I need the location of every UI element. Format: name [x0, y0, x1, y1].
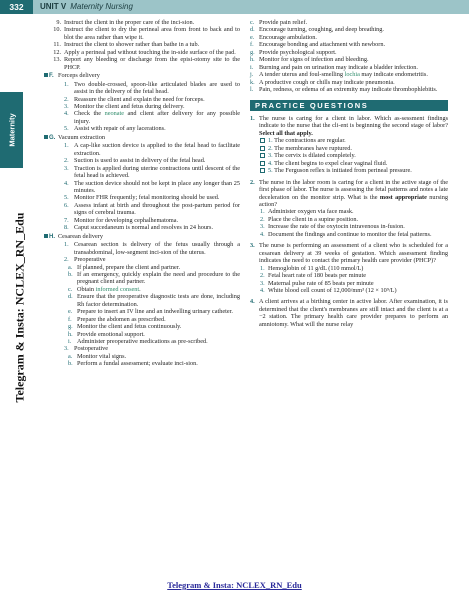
- sub-item: j. A tender uterus and foul-smelling lochia may indicate endometritis.: [250, 71, 428, 79]
- sub-item: a. If planned, prepare the client and partner.: [68, 263, 181, 271]
- list-item: 2. Suction is used to assist in delivery of the fetal head.: [64, 157, 206, 165]
- answer-option[interactable]: 1. Hemoglobin of 11 g/dL (110 mmol/L): [260, 264, 364, 272]
- answer-option[interactable]: 4. White blood cell count of 12,000/mm³ (12 × 10⁹/L): [260, 286, 397, 294]
- sub-item: d. Ensure that the preoperative diagnostic tests are done, including Rh factor determination.: [68, 293, 240, 308]
- list-item: 12. Apply a perineal pad without touching the in-side surface of the pad.: [53, 48, 236, 56]
- list-item: 13. Report any bleeding or discharge from the episi-otomy site to the PHCP.: [53, 56, 240, 71]
- sub-item: l. Pain, redness, or edema of an extremity may indicate thrombophlebitis.: [250, 86, 438, 94]
- checkbox-icon[interactable]: [260, 168, 265, 173]
- list-item: 7. Monitor for developing cephalhematoma.: [64, 216, 179, 224]
- checkbox-icon[interactable]: [260, 161, 265, 166]
- section-heading-vacuum: G. Vacuum extraction: [44, 134, 240, 142]
- answer-option[interactable]: 3. Increase the rate of the oxytocin intravenous in-fusion.: [260, 223, 405, 231]
- sub-item: d. Encourage turning, coughing, and deep breathing.: [250, 26, 384, 34]
- side-watermark: Telegram & Insta: NCLEX_RN_Edu: [12, 212, 27, 403]
- practice-questions-heading: PRACTICE QUESTIONS: [250, 100, 448, 111]
- left-column: [44, 19, 240, 368]
- list-item: 3. Monitor the client and fetus during delivery.: [64, 102, 185, 110]
- square-bullet-icon: [44, 73, 48, 77]
- unit-label: UNIT V: [40, 2, 67, 11]
- sub-item: h. Provide emotional support.: [68, 330, 145, 338]
- list-item: 1. Cesarean section is delivery of the fetus usually through a transabdominal, low-segment inci-sion of the uterus.: [64, 241, 240, 256]
- list-item: 3. Postoperative: [64, 345, 109, 353]
- key-term: lochia: [344, 71, 360, 79]
- list-item: 2. Preoperative: [64, 256, 106, 264]
- sub-item: f. Encourage bonding and attachment with newborn.: [250, 41, 386, 49]
- running-header: [40, 0, 133, 14]
- answer-option[interactable]: 5. The Ferguson reflex is initiated from perineal pressure.: [250, 167, 448, 174]
- sub-item: c. Obtain informed consent.: [68, 285, 141, 293]
- key-term: neonate: [104, 110, 124, 118]
- list-item: 2. Reassure the client and explain the need for forceps.: [64, 95, 205, 103]
- sub-item: a. Monitor vital signs.: [68, 352, 127, 360]
- answer-option[interactable]: 2. Fetal heart rate of 180 beats per minute: [260, 272, 367, 280]
- page-number: 332: [0, 0, 33, 14]
- answer-option[interactable]: 3. The cervix is dilated completely.: [250, 152, 448, 159]
- right-column: [250, 19, 448, 328]
- answer-option[interactable]: 3. Maternal pulse rate of 85 beats per minute: [260, 279, 374, 287]
- sub-item: b. If an emergency, quickly explain the need and procedure to the pregnant client and partner.: [68, 270, 240, 286]
- answer-option[interactable]: 4. The client begins to expel clear vaginal fluid.: [250, 160, 448, 167]
- list-item: 1. Two double-crossed, spoon-like articulated blades are used to assist in the delivery of the fetal head.: [64, 80, 240, 96]
- list-item: 4. The suction device should not be kept in place any longer than 25 minutes.: [64, 179, 240, 194]
- key-term: informed consent: [95, 285, 140, 293]
- answer-option[interactable]: 2. Place the client in a supine position.: [260, 215, 359, 223]
- list-item: 6. Assess infant at birth and throughout the post-partum period for signs of cerebral trauma.: [64, 201, 240, 217]
- sub-item: k. A productive cough or chills may indicate pneumonia.: [250, 78, 395, 86]
- sub-item: c. Provide pain relief.: [250, 19, 308, 26]
- sub-item: f. Prepare the abdomen as prescribed.: [68, 315, 166, 323]
- list-item: 8. Caput succedaneum is normal and resolves in 24 hours.: [64, 224, 214, 232]
- sub-item: i. Administer preoperative medications as pre-scribed.: [68, 338, 208, 346]
- sub-item: b. Perform a fundal assessment; evaluate inci-sion.: [68, 360, 198, 368]
- checkbox-icon[interactable]: [260, 146, 265, 151]
- question-instruction: Select all that apply.: [259, 129, 313, 137]
- list-item: 3. Traction is applied during uterine contractions until descent of the fetal head is achieved.: [64, 164, 240, 180]
- list-item: 5. Monitor FHR frequently; fetal monitoring should be used.: [64, 194, 220, 202]
- sub-item: i. Burning and pain on urination may indicate a bladder infection.: [250, 63, 418, 71]
- sub-item: h. Monitor for signs of infection and bleeding.: [250, 56, 369, 64]
- list-item: 9. Instruct the client in the proper care of the inci-sion.: [56, 19, 195, 26]
- sub-item: g. Provide psychological support.: [250, 48, 337, 56]
- question-emphasis: most appropriate: [379, 193, 427, 201]
- side-tab-label: Maternity: [7, 113, 16, 147]
- section-heading-forceps: F. Forceps delivery: [44, 72, 240, 80]
- list-item: 11. Instruct the client to shower rather than bathe in a tub.: [53, 41, 200, 49]
- question-3: 3. The nurse is performing an assessment of a client who is scheduled for a cesarean delivery at 39 weeks of gestation. Which assessment finding indicates the need to contact the primary health care provider (PHCP)?: [250, 242, 448, 265]
- answer-option[interactable]: 4. Document the findings and continue to monitor the fetal patterns.: [260, 230, 432, 238]
- square-bullet-icon: [44, 234, 48, 238]
- sub-item: e. Prepare to insert an IV line and an indwelling urinary catheter.: [68, 308, 233, 316]
- unit-title: Maternity Nursing: [70, 2, 133, 11]
- question-2: 2. The nurse in the labor room is caring for a client in the active stage of the first phase of labor. The nurse is assessing the fetal patterns and notes a late deceleration on the monitor strip. What is the most appropriate nursing action?: [250, 178, 448, 208]
- sub-item: g. Monitor the client and fetus continuously.: [68, 323, 182, 331]
- answer-option[interactable]: 2. The membranes have ruptured.: [250, 145, 448, 152]
- list-item: 1. A cap-like suction device is applied to the fetal head to facilitate extraction.: [64, 142, 240, 157]
- sub-item: e. Encourage ambulation.: [250, 33, 317, 41]
- answer-option[interactable]: 1. The contractions are regular.: [250, 137, 448, 144]
- answer-option[interactable]: 1. Administer oxygen via face mask.: [260, 208, 354, 216]
- question-4: 4. A client arrives at a birthing center in active labor. After examination, it is determined that the client's membranes are still intact and the client is at a −2 station. The primary health care provider prepares to perform an amniotomy. What will the nurse relay: [250, 298, 448, 328]
- square-bullet-icon: [44, 135, 48, 139]
- question-1: 1. The nurse is caring for a client in labor. Which as-sessment findings indicate to the nurse that the cli-ent is beginning the second stage of labor? Select all that apply.: [250, 114, 448, 137]
- checkbox-icon[interactable]: [260, 153, 265, 158]
- side-tab: [0, 92, 23, 168]
- list-item: 10. Instruct the client to dry the perineal area from front to back and to blot the area rather than wipe it.: [53, 26, 240, 41]
- section-heading-cesarean: H. Cesarean delivery: [44, 233, 240, 241]
- list-item: 4. Check the neonate and client after delivery for any possible injury.: [64, 110, 240, 125]
- bottom-watermark: Telegram & Insta: NCLEX_RN_Edu: [167, 580, 302, 590]
- list-item: 5. Assist with repair of any lacerations.: [64, 125, 166, 133]
- checkbox-icon[interactable]: [260, 138, 265, 143]
